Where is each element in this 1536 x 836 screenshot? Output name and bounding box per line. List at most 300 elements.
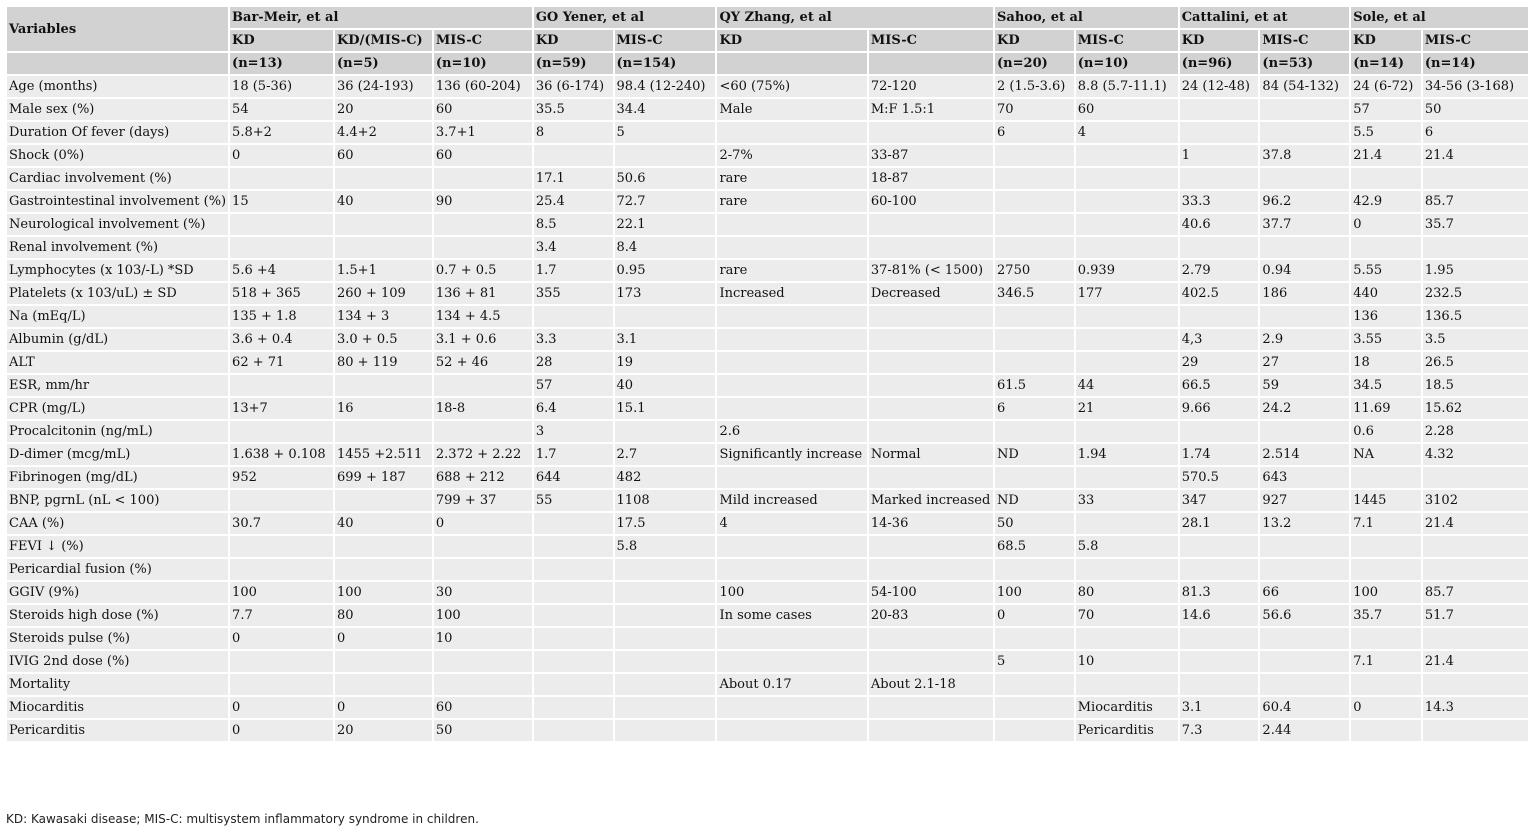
table-cell: 5 [615,122,716,143]
table-cell [1076,329,1178,350]
table-cell [1180,628,1259,649]
table-cell [717,306,866,327]
table-cell: 3.6 + 0.4 [230,329,333,350]
table-cell: 135 + 1.8 [230,306,333,327]
table-cell: 402.5 [1180,283,1259,304]
table-cell: 33 [1076,490,1178,511]
table-cell: 4 [1076,122,1178,143]
table-cell: 2 (1.5-3.6) [995,76,1074,97]
table-cell [615,720,716,741]
table-row [7,99,1528,120]
table-cell: 100 [335,582,432,603]
table-cell: 2.9 [1260,329,1349,350]
table-cell [534,513,613,534]
table-cell [1180,651,1259,672]
table-cell: 6 [995,122,1074,143]
table-cell: 15 [230,191,333,212]
table-cell [230,651,333,672]
table-cell [995,628,1074,649]
table-cell [615,605,716,626]
table-cell [1180,674,1259,695]
table-cell: 0.6 [1351,421,1421,442]
table-cell: 84 (54-132) [1260,76,1349,97]
table-cell: 0 [1351,214,1421,235]
table-cell: 0 [230,720,333,741]
table-cell [1423,720,1528,741]
table-cell: 177 [1076,283,1178,304]
table-cell: ND [995,444,1074,465]
table-cell: 0.95 [615,260,716,281]
table-cell: 699 + 187 [335,467,432,488]
table-cell: 60 [1076,99,1178,120]
table-cell: 13+7 [230,398,333,419]
table-cell [995,674,1074,695]
table-cell [230,375,333,396]
table-cell: 136 + 81 [434,283,532,304]
table-cell: 1108 [615,490,716,511]
table-cell: 50 [995,513,1074,534]
table-row [7,306,1528,327]
table-cell: 3.4 [534,237,613,258]
table-cell: Increased [717,283,866,304]
table-cell: 60-100 [869,191,993,212]
table-row [7,329,1528,350]
table-cell: 62 + 71 [230,352,333,373]
header-row-studies [7,7,1528,28]
table-row [7,237,1528,258]
table-cell [615,145,716,166]
row-label: IVIG 2nd dose (%) [7,651,228,672]
table-cell [1076,145,1178,166]
group-header-cell: MIS-C [869,30,993,51]
table-cell: 60 [434,697,532,718]
table-cell: 50.6 [615,168,716,189]
table-cell: 26.5 [1423,352,1528,373]
table-cell: 24 (12-48) [1180,76,1259,97]
table-cell: 30.7 [230,513,333,534]
table-cell: 37.7 [1260,214,1349,235]
table-cell: 54-100 [869,582,993,603]
sample-size-cell: (n=96) [1180,53,1259,74]
table-cell: 80 [1076,582,1178,603]
group-header-cell: KD [1180,30,1259,51]
row-label: Pericarditis [7,720,228,741]
table-row [7,674,1528,695]
table-cell: 20 [335,99,432,120]
table-row [7,582,1528,603]
table-cell: 81.3 [1180,582,1259,603]
table-cell: 0 [335,628,432,649]
table-cell: 70 [1076,605,1178,626]
table-cell [869,352,993,373]
table-cell [1423,168,1528,189]
table-cell [1076,513,1178,534]
table-row [7,352,1528,373]
row-label: Lymphocytes (x 103/-L) *SD [7,260,228,281]
sample-size-cell [717,53,866,74]
table-cell: 2.7 [615,444,716,465]
table-cell: 3.55 [1351,329,1421,350]
table-cell [869,536,993,557]
sample-size-header-blank [7,53,228,74]
sample-size-cell: (n=53) [1260,53,1349,74]
table-cell: 8.4 [615,237,716,258]
table-cell: 232.5 [1423,283,1528,304]
table-cell [615,674,716,695]
table-row [7,605,1528,626]
group-header-cell: KD [230,30,333,51]
table-cell [1260,421,1349,442]
table-row [7,260,1528,281]
table-cell [717,559,866,580]
table-row [7,444,1528,465]
table-cell [230,490,333,511]
table-cell [717,651,866,672]
variables-header: Variables [7,7,228,51]
table-cell [335,421,432,442]
table-cell [1180,421,1259,442]
sample-size-cell: (n=10) [1076,53,1178,74]
table-cell: 13.2 [1260,513,1349,534]
study-header-sole: Sole, et al [1351,7,1528,28]
table-cell: 2.6 [717,421,866,442]
study-header-bar-meir: Bar-Meir, et al [230,7,532,28]
table-row [7,145,1528,166]
table-cell [434,421,532,442]
table-cell: 1.7 [534,260,613,281]
table-cell: 34.4 [615,99,716,120]
table-cell: 5.8+2 [230,122,333,143]
table-cell [1260,237,1349,258]
table-cell [1260,306,1349,327]
table-cell [335,375,432,396]
study-header-qy-zhang: QY Zhang, et al [717,7,993,28]
table-cell: 17.5 [615,513,716,534]
table-cell [1076,352,1178,373]
table-cell: 25.4 [534,191,613,212]
table-cell: 134 + 3 [335,306,432,327]
table-cell [995,214,1074,235]
table-cell: 19 [615,352,716,373]
table-cell: 96.2 [1260,191,1349,212]
table-cell: Mild increased [717,490,866,511]
table-cell: 85.7 [1423,582,1528,603]
table-cell: 2.44 [1260,720,1349,741]
table-cell [1260,536,1349,557]
table-cell [534,720,613,741]
table-cell [995,421,1074,442]
table-cell [1076,628,1178,649]
table-cell: 50 [434,720,532,741]
table-cell: 18-87 [869,168,993,189]
table-cell: 35.7 [1351,605,1421,626]
table-cell: 28.1 [1180,513,1259,534]
table-row [7,720,1528,741]
table-cell: Pericarditis [1076,720,1178,741]
sample-size-cell: (n=5) [335,53,432,74]
table-cell: 20-83 [869,605,993,626]
row-label: Renal involvement (%) [7,237,228,258]
table-cell: 21.4 [1423,651,1528,672]
table-row [7,398,1528,419]
table-cell [335,214,432,235]
table-cell [1351,674,1421,695]
table-cell: 36 (6-174) [534,76,613,97]
table-cell [434,559,532,580]
table-cell: Normal [869,444,993,465]
table-cell: In some cases [717,605,866,626]
table-cell: 9.66 [1180,398,1259,419]
group-header-cell: KD [995,30,1074,51]
table-cell [717,536,866,557]
row-label: ESR, mm/hr [7,375,228,396]
table-cell [995,352,1074,373]
table-cell: 4.4+2 [335,122,432,143]
table-row [7,76,1528,97]
table-cell: 44 [1076,375,1178,396]
group-header-cell: MIS-C [1423,30,1528,51]
table-cell [335,237,432,258]
table-cell [869,329,993,350]
table-cell: 3102 [1423,490,1528,511]
table-cell [1180,306,1259,327]
sample-size-cell: (n=13) [230,53,333,74]
table-cell: 0 [995,605,1074,626]
table-cell: 80 [335,605,432,626]
table-cell [534,559,613,580]
group-header-cell: KD [534,30,613,51]
table-cell: rare [717,191,866,212]
table-cell [717,398,866,419]
table-cell: 6.4 [534,398,613,419]
table-cell [1180,237,1259,258]
table-cell: 35.5 [534,99,613,120]
row-label: Duration Of fever (days) [7,122,228,143]
table-cell: 16 [335,398,432,419]
table-row [7,191,1528,212]
table-cell: About 2.1-18 [869,674,993,695]
table-cell: 0 [1351,697,1421,718]
header-row-sample-sizes [7,53,1528,74]
table-cell [230,214,333,235]
table-cell [1260,168,1349,189]
table-cell: 4 [717,513,866,534]
row-label: ALT [7,352,228,373]
table-cell [717,237,866,258]
table-cell: 61.5 [995,375,1074,396]
table-cell [534,697,613,718]
row-label: Cardiac involvement (%) [7,168,228,189]
table-cell [717,329,866,350]
table-cell: 42.9 [1351,191,1421,212]
table-cell: 90 [434,191,532,212]
sample-size-cell: (n=154) [615,53,716,74]
table-cell: 2.28 [1423,421,1528,442]
table-cell: 7.1 [1351,651,1421,672]
table-cell [1351,168,1421,189]
table-cell [869,651,993,672]
row-label: Miocarditis [7,697,228,718]
table-cell: 355 [534,283,613,304]
table-footnote: KD: Kawasaki disease; MIS-C: multisystem inflammatory syndrome in children. [6,812,479,826]
table-cell: NA [1351,444,1421,465]
table-cell: 56.6 [1260,605,1349,626]
table-cell [717,697,866,718]
row-label: Shock (0%) [7,145,228,166]
row-label: Pericardial fusion (%) [7,559,228,580]
table-cell: 0.94 [1260,260,1349,281]
table-cell [615,582,716,603]
table-cell [1260,651,1349,672]
table-cell [1351,237,1421,258]
table-cell: 799 + 37 [434,490,532,511]
row-label: Mortality [7,674,228,695]
table-cell: 85.7 [1423,191,1528,212]
table-cell: 10 [434,628,532,649]
table-cell: 3.0 + 0.5 [335,329,432,350]
row-label: Male sex (%) [7,99,228,120]
table-cell: 2.372 + 2.22 [434,444,532,465]
table-cell [717,628,866,649]
table-cell: 2.79 [1180,260,1259,281]
table-cell: 643 [1260,467,1349,488]
row-label: Gastrointestinal involvement (%) [7,191,228,212]
table-cell: 440 [1351,283,1421,304]
table-cell: 7.7 [230,605,333,626]
table-cell: 7.3 [1180,720,1259,741]
table-cell [717,122,866,143]
table-cell: 927 [1260,490,1349,511]
table-cell: ND [995,490,1074,511]
table-cell: 21 [1076,398,1178,419]
table-cell [1180,168,1259,189]
table-cell [230,168,333,189]
table-header [7,7,1528,74]
table-cell [615,421,716,442]
table-cell: 136 (60-204) [434,76,532,97]
table-cell [1351,536,1421,557]
table-cell [1180,122,1259,143]
table-cell [1423,674,1528,695]
table-cell: 57 [1351,99,1421,120]
table-cell: 14-36 [869,513,993,534]
table-cell [1180,559,1259,580]
table-cell [434,536,532,557]
row-label: Neurological involvement (%) [7,214,228,235]
row-label: CPR (mg/L) [7,398,228,419]
table-row [7,651,1528,672]
table-cell: 100 [995,582,1074,603]
table-cell: 1445 [1351,490,1421,511]
table-cell: 952 [230,467,333,488]
table-cell [230,237,333,258]
table-cell: 5.6 +4 [230,260,333,281]
table-cell [1076,214,1178,235]
table-cell [869,214,993,235]
table-cell [1180,536,1259,557]
row-label: D-dimer (mcg/mL) [7,444,228,465]
sample-size-cell: (n=20) [995,53,1074,74]
table-cell [1076,674,1178,695]
table-cell [1076,467,1178,488]
table-cell: 3.1 [615,329,716,350]
table-cell: 0 [434,513,532,534]
table-cell [869,559,993,580]
table-cell: 72.7 [615,191,716,212]
table-cell: 98.4 (12-240) [615,76,716,97]
table-row [7,467,1528,488]
table-cell [534,145,613,166]
table-cell: 50 [1423,99,1528,120]
group-header-cell: MIS-C [1260,30,1349,51]
table-cell: 28 [534,352,613,373]
table-cell: 482 [615,467,716,488]
table-cell: 1.74 [1180,444,1259,465]
table-cell: 347 [1180,490,1259,511]
table-row [7,697,1528,718]
group-header-cell: MIS-C [434,30,532,51]
table-cell [1351,467,1421,488]
table-cell: 100 [1351,582,1421,603]
table-cell: Male [717,99,866,120]
table-cell [1260,559,1349,580]
table-cell [869,398,993,419]
table-cell [869,467,993,488]
table-cell [1351,720,1421,741]
table-cell: 11.69 [1351,398,1421,419]
table-cell: 40 [335,191,432,212]
table-cell: 37-81% (< 1500) [869,260,993,281]
table-cell: Significantly increase [717,444,866,465]
table-cell: 5.55 [1351,260,1421,281]
table-cell: 134 + 4.5 [434,306,532,327]
sample-size-cell: (n=59) [534,53,613,74]
table-cell: 29 [1180,352,1259,373]
table-cell [1423,559,1528,580]
table-cell: 21.4 [1423,145,1528,166]
table-cell [615,306,716,327]
table-cell: 3.7+1 [434,122,532,143]
table-cell [434,375,532,396]
table-cell: 40.6 [1180,214,1259,235]
table-row [7,214,1528,235]
table-cell [869,122,993,143]
table-cell: 346.5 [995,283,1074,304]
table-cell [534,674,613,695]
table-cell [534,628,613,649]
table-cell [1351,628,1421,649]
table-cell: 18 (5-36) [230,76,333,97]
table-cell: 0 [230,628,333,649]
table-cell [869,720,993,741]
table-cell [230,674,333,695]
row-label: Procalcitonin (ng/mL) [7,421,228,442]
table-cell [434,651,532,672]
table-cell [1260,99,1349,120]
table-cell [995,306,1074,327]
table-cell: 2.514 [1260,444,1349,465]
table-cell [995,329,1074,350]
table-cell: 100 [717,582,866,603]
table-row [7,513,1528,534]
table-cell: 4,3 [1180,329,1259,350]
table-cell: 60 [434,145,532,166]
study-header-sahoo: Sahoo, et al [995,7,1178,28]
table-cell: 33.3 [1180,191,1259,212]
table-cell: rare [717,168,866,189]
row-label: CAA (%) [7,513,228,534]
table-cell [995,145,1074,166]
